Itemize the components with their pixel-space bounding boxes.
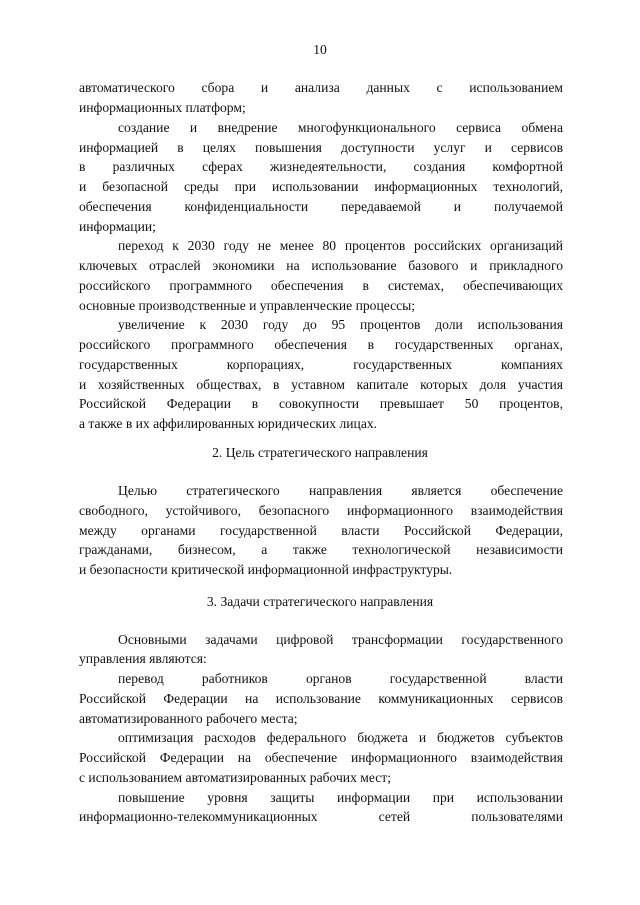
text-line: обеспечения конфиденциальности передаваемой и получаемой <box>79 199 563 214</box>
text-line: увеличение к 2030 году до 95 процентов доли использования <box>118 317 563 332</box>
text-line: Основными задачами цифровой трансформации государственного <box>118 632 563 647</box>
section-heading: 3. Задачи стратегического направления <box>206 594 434 609</box>
text-line: информации; <box>79 219 156 234</box>
text-line: информационных платформ; <box>79 100 246 115</box>
page-number: 10 <box>313 42 327 57</box>
text-line: государственных корпорациях, государственных компаниях <box>79 357 563 372</box>
text-line: Целью стратегического направления является обеспечение <box>118 483 563 498</box>
text-line: а также в их аффилированных юридических лицах. <box>79 416 378 431</box>
section-heading: 2. Цель стратегического направления <box>212 445 428 460</box>
text-line: автоматизированного рабочего места; <box>79 711 298 726</box>
text-line: Российской Федерации в совокупности превышает 50 процентов, <box>79 396 563 411</box>
text-line: информационно-телекоммуникационных сетей пользователями <box>79 809 563 824</box>
text-line: создание и внедрение многофункционального сервиса обмена <box>118 120 563 135</box>
text-line: российского программного обеспечения в системах, обеспечивающих <box>79 278 563 293</box>
text-line: перевод работников органов государственной власти <box>118 671 563 686</box>
text-line: основные производственные и управленческие процессы; <box>79 298 416 313</box>
text-line: между органами государственной власти Российской Федерации, <box>79 523 563 538</box>
text-line: управления являются: <box>79 651 207 666</box>
text-line: российского программного обеспечения в государственных органах, <box>79 337 563 352</box>
text-line: Российской Федерации на использование коммуникационных сервисов <box>79 691 563 706</box>
text-line: и безопасности критической информационной инфраструктуры. <box>79 562 453 577</box>
text-line: оптимизация расходов федерального бюджета и бюджетов субъектов <box>118 730 563 745</box>
text-line: гражданами, бизнесом, а также технологической независимости <box>79 542 563 557</box>
text-line: информацией в целях повышения доступности услуг и сервисов <box>79 140 563 155</box>
text-line: и безопасной среды при использовании информационных технологий, <box>79 179 563 194</box>
text-line: повышение уровня защиты информации при использовании <box>118 790 563 805</box>
text-line: Российской Федерации на обеспечение информационного взаимодействия <box>79 750 563 765</box>
text-line: с использованием автоматизированных рабочих мест; <box>79 770 391 785</box>
text-line: свободного, устойчивого, безопасного информационного взаимодействия <box>79 503 563 518</box>
text-line: ключевых отраслей экономики на использование базового и прикладного <box>79 258 563 273</box>
text-line: в различных сферах жизнедеятельности, создания комфортной <box>79 159 563 174</box>
text-line: и хозяйственных обществах, в уставном капитале которых доля участия <box>79 377 563 392</box>
text-line: переход к 2030 году не менее 80 процентов российских организаций <box>118 238 563 253</box>
text-line: автоматического сбора и анализа данных с использованием <box>79 80 563 95</box>
